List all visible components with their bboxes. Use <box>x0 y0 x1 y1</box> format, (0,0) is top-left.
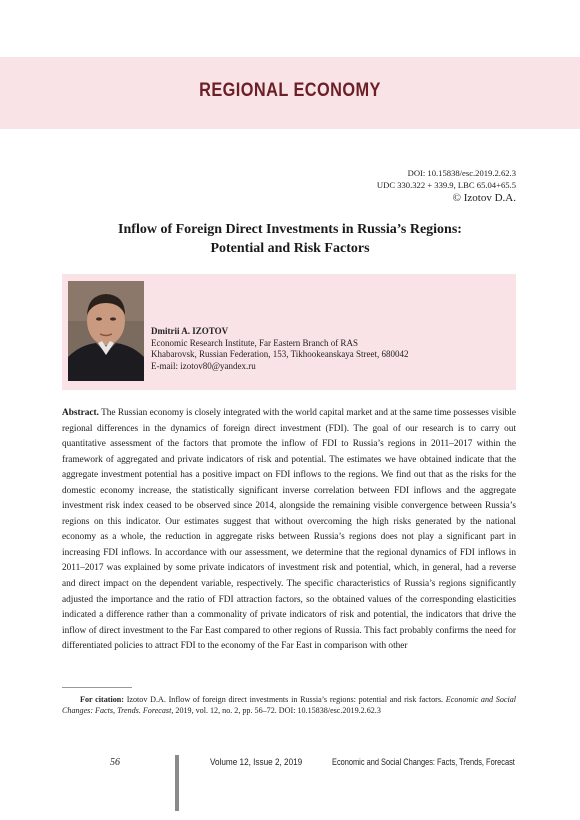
udc-text: UDC 330.322 + 339.9, LBC 65.04+65.5 <box>376 180 516 190</box>
footer-volume: Volume 12, Issue 2, 2019 <box>210 757 303 768</box>
author-photo <box>68 281 144 381</box>
author-institution: Economic Research Institute, Far Eastern Branch of RAS <box>151 337 358 348</box>
abstract-label: Abstract. <box>62 408 99 418</box>
citation-text: Izotov D.A. Inflow of foreign direct investments in Russia’s regions: potential and risk factors. <box>126 695 444 704</box>
abstract-paragraph <box>62 406 516 655</box>
doi-text: DOI: 10.15838/esc.2019.2.62.3 <box>407 168 516 178</box>
citation-journal: Economic and Social Changes: Facts, Trends. Forecast <box>62 695 517 715</box>
section-title: REGIONAL ECONOMY <box>199 80 381 101</box>
footer-journal: Economic and Social Changes: Facts, Trends, Forecast <box>332 757 515 768</box>
abstract-text: The Russian economy is closely integrated with the world capital market and at the same time possesses visible regional differences in the dynamics of foreign direct investment (FDI). The goal of our research is to carry out quantitative assessment of the factors that promote the inflow of FDI to Russia’s regions in 2011–2017 within the framework of aggregated and private indicators of risk and potential. The estimates we have obtained indicate that the aggregate investment potential has a positive impact on FDI inflows to the regions. We find out that as the risks for the domestic economy increase, the statistically significant inverse correlation between FDI inflows and the aggregate investment risk index ceased to be observed since 2014, alongside the remaining visible convergence between Russia’s regions on this indicator. Our estimates suggest that without overcoming the high risks generated by the national economy as a whole, the reduction in aggregate risks between Russia’s regions does not play a significant part in increasing FDI inflows. In accordance with our assessment, we determine that the regional dynamics of FDI inflows in 2011–2017 was explained by some private indicators of investment risk and potential, which, in general, had a reverse and direct impact on the dependent variable, respectively. The specific characteristics of Russia’s regions significantly adjusted the importance and the ratio of FDI attraction factors, so the obtained values of the corresponding elasticities indicated a difference rather than a commonality of private indicators of risk and potential, the indicators that drive the inflow of direct investment to the Far East compared to other regions of Russia. This fact probably confirms the need for differentiated policies to attract FDI to the economy of the Far East in comparison with other <box>62 408 517 652</box>
section-banner <box>0 57 580 129</box>
citation-note <box>62 694 516 716</box>
article-title-line-2: Potential and Risk Factors <box>210 241 370 256</box>
author-info-box <box>62 274 516 390</box>
copyright-text: © Izotov D.A. <box>452 192 516 204</box>
citation-details: , 2019, vol. 12, no. 2, pp. 56–72. DOI: 10.15838/esc.2019.2.62.3 <box>171 706 381 715</box>
author-name: Dmitrii A. IZOTOV <box>151 326 229 336</box>
citation-label: For citation: <box>80 695 124 704</box>
author-portrait-image <box>68 281 144 381</box>
author-email: E-mail: izotov80@yandex.ru <box>151 360 256 371</box>
footer-divider-bar <box>175 755 179 811</box>
article-title <box>40 220 540 258</box>
article-title-line-1: Inflow of Foreign Direct Investments in Russia’s Regions: <box>118 222 462 237</box>
author-details <box>151 326 408 372</box>
author-address: Khabarovsk, Russian Federation, 153, Tikhookeanskaya Street, 680042 <box>151 349 409 360</box>
page-number: 56 <box>110 757 120 768</box>
footnote-divider <box>62 687 132 688</box>
